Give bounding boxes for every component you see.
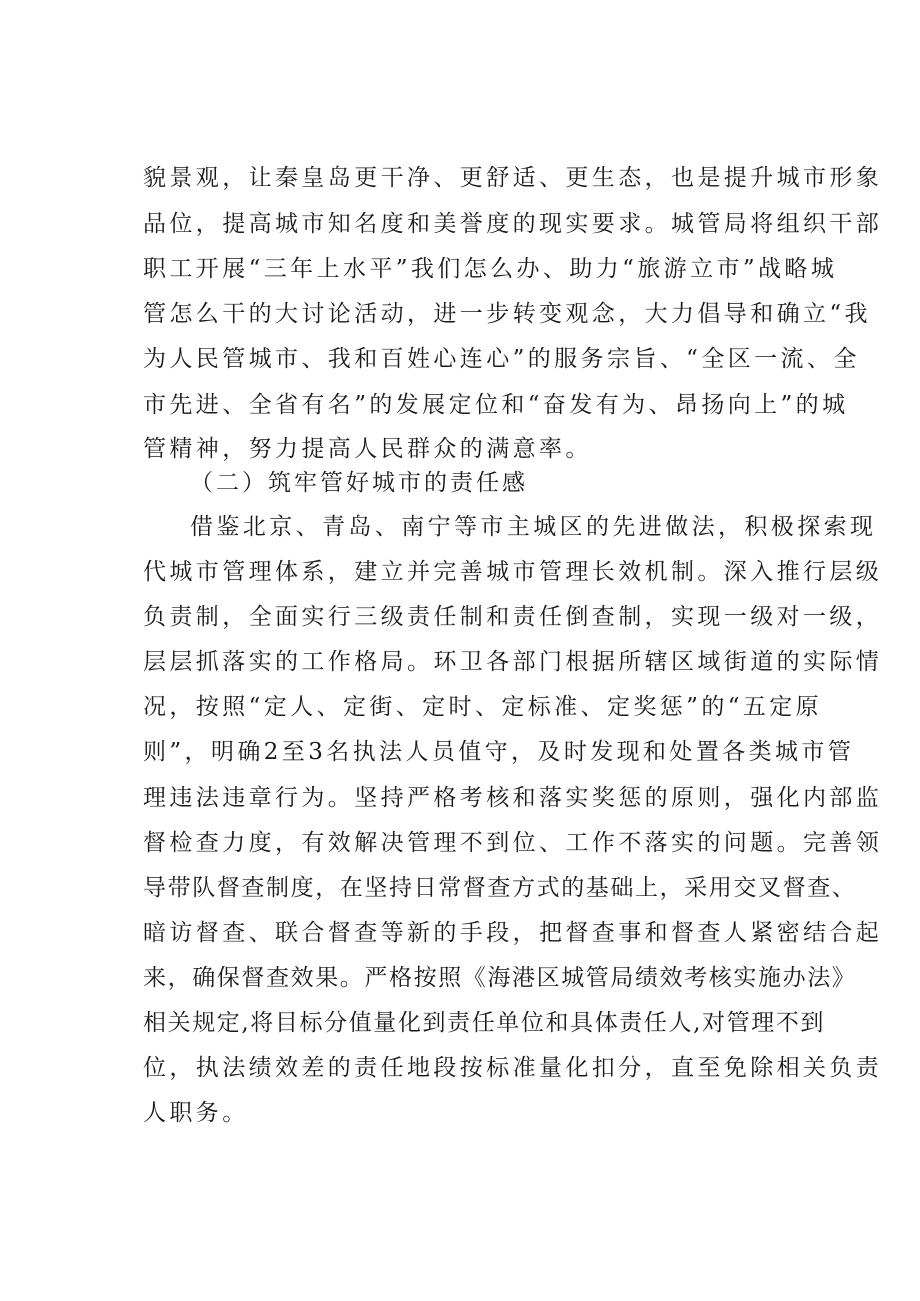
text-line: 督检查力度，有效解决管理不到位、工作不落实的问题。完善领 xyxy=(143,830,883,856)
text-line: 代城市管理体系，建立并完善城市管理长效机制。深入推行层级 xyxy=(143,559,883,585)
text-line: 来，确保督查效果。严格按照《海港区城管局绩效考核实施办法》 xyxy=(143,965,857,991)
text-line: 管怎么干的大讨论活动，进一步转变观念，大力倡导和确立“我 xyxy=(143,301,871,327)
text-line: 为人民管城市、我和百姓心连心”的服务宗旨、“全区一流、全 xyxy=(143,346,860,372)
text-line: 暗访督查、联合督查等新的手段，把督查事和督查人紧密结合起 xyxy=(143,920,883,946)
text-line: 位，执法绩效差的责任地段按标准量化扣分，直至免除相关负责 xyxy=(143,1055,883,1081)
text-line: 管精神，努力提高人民群众的满意率。 xyxy=(143,436,592,462)
text-line: 层层抓落实的工作格局。环卫各部门根据所辖区域街道的实际情 xyxy=(143,649,883,675)
text-line: 借鉴北京、青岛、南宁等市主城区的先进做法，积极探索现 xyxy=(190,514,877,540)
text-line: 人职务。 xyxy=(143,1100,249,1126)
text-line: 职工开展“三年上水平”我们怎么办、助力“旅游立市”战略城 xyxy=(143,256,838,282)
text-line: 负责制，全面实行三级责任制和责任倒查制，实现一级对一级， xyxy=(143,604,883,630)
text-line: 貌景观，让秦皇岛更干净、更舒适、更生态，也是提升城市形象 xyxy=(143,165,883,191)
text-line: 理违法违章行为。坚持严格考核和落实奖惩的原则，强化内部监 xyxy=(143,785,883,811)
text-line: 市先进、全省有名”的发展定位和“奋发有为、昂扬向上”的城 xyxy=(143,392,849,418)
text-line: 品位，提高城市知名度和美誉度的现实要求。城管局将组织干部 xyxy=(143,211,883,237)
text-line: 则”，明确2至3名执法人员值守，及时发现和处置各类城市管 xyxy=(143,739,855,765)
text-line: 相关规定,将目标分值量化到责任单位和具体责任人,对管理不到 xyxy=(143,1010,826,1036)
section-heading: （二）筑牢管好城市的责任感 xyxy=(190,470,528,496)
text-line: 导带队督查制度，在坚持日常督查方式的基础上，采用交叉督查、 xyxy=(143,875,857,901)
text-line: 况，按照“定人、定街、定时、定标准、定奖惩”的“五定原 xyxy=(143,694,823,720)
